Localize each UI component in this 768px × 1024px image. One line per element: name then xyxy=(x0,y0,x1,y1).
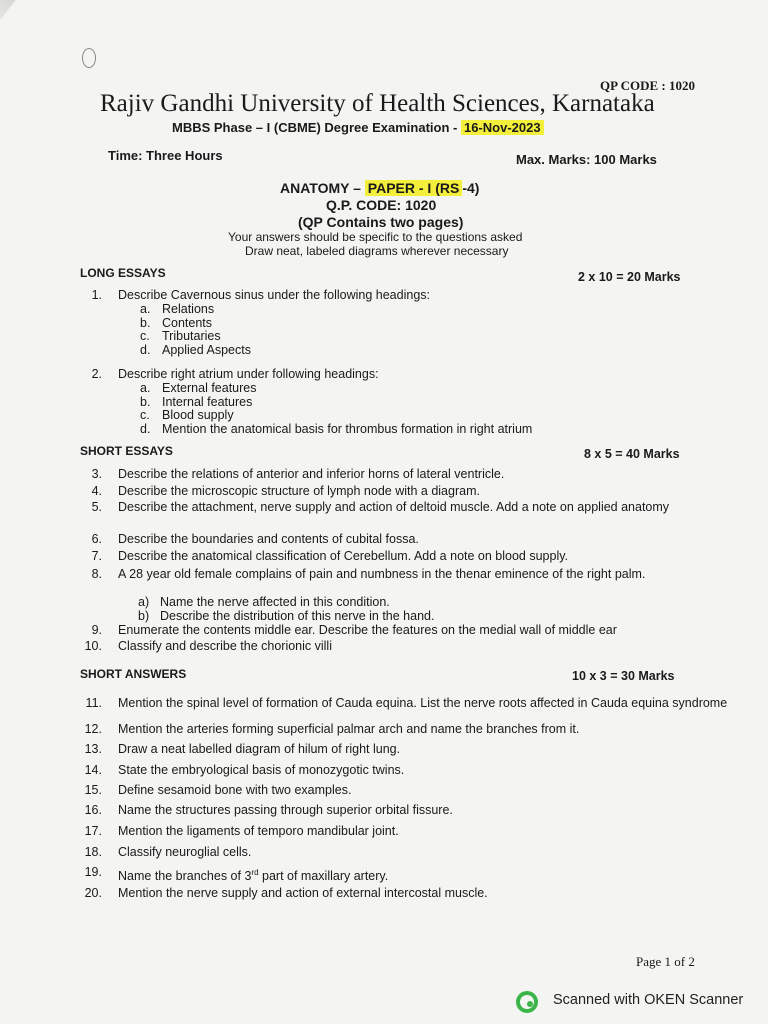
scanner-logo-icon xyxy=(516,991,538,1017)
paper-label: PAPER - I (RS xyxy=(365,180,463,196)
q1-sub-d: d. Applied Aspects xyxy=(140,343,251,357)
time-label: Time: Three Hours xyxy=(108,148,223,163)
instruction-2: Draw neat, labeled diagrams wherever necessary xyxy=(245,244,509,258)
q8-sub-b: b) Describe the distribution of this nerve in the hand. xyxy=(138,609,435,623)
max-marks: Max. Marks: 100 Marks xyxy=(516,152,657,167)
short-essays-marks: 8 x 5 = 40 Marks xyxy=(584,447,680,461)
q2-sub-b: b. Internal features xyxy=(140,395,253,409)
q1-sub-c: c. Tributaries xyxy=(140,329,221,343)
paper-suffix: -4) xyxy=(462,180,480,196)
exam-line xyxy=(172,120,544,135)
pen-mark xyxy=(0,0,96,40)
exam-prefix: MBBS Phase – I (CBME) Degree Examination - xyxy=(172,120,458,135)
qp-code-top: QP CODE : 1020 xyxy=(600,78,695,93)
q2-sub-d: d. Mention the anatomical basis for thrombus formation in right atrium xyxy=(140,422,533,436)
q2-sub-a: a. External features xyxy=(140,381,257,395)
qp-code: Q.P. CODE: 1020 xyxy=(326,197,437,213)
paper-title xyxy=(280,180,479,196)
exam-date: 16-Nov-2023 xyxy=(461,120,544,135)
pen-scribble xyxy=(82,48,96,68)
instruction-1: Your answers should be specific to the questions asked xyxy=(228,230,523,244)
short-essays-heading: SHORT ESSAYS xyxy=(80,444,173,458)
short-answers-marks: 10 x 3 = 30 Marks xyxy=(572,669,675,683)
university-title: Rajiv Gandhi University of Health Sciences, Karnataka xyxy=(100,90,655,117)
long-essays-heading: LONG ESSAYS xyxy=(80,266,166,280)
q2-sub-c: c. Blood supply xyxy=(140,408,234,422)
page-number: Page 1 of 2 xyxy=(636,954,695,969)
q8-sub-a: a) Name the nerve affected in this condition. xyxy=(138,595,390,609)
pages-note: (QP Contains two pages) xyxy=(298,214,464,230)
q1-sub-a: a. Relations xyxy=(140,302,215,316)
short-answers-heading: SHORT ANSWERS xyxy=(80,667,187,681)
subject: ANATOMY – xyxy=(280,180,361,196)
q1-sub-b: b. Contents xyxy=(140,316,213,330)
long-essays-marks: 2 x 10 = 20 Marks xyxy=(578,270,681,284)
scanner-watermark: Scanned with OKEN Scanner xyxy=(553,992,744,1008)
